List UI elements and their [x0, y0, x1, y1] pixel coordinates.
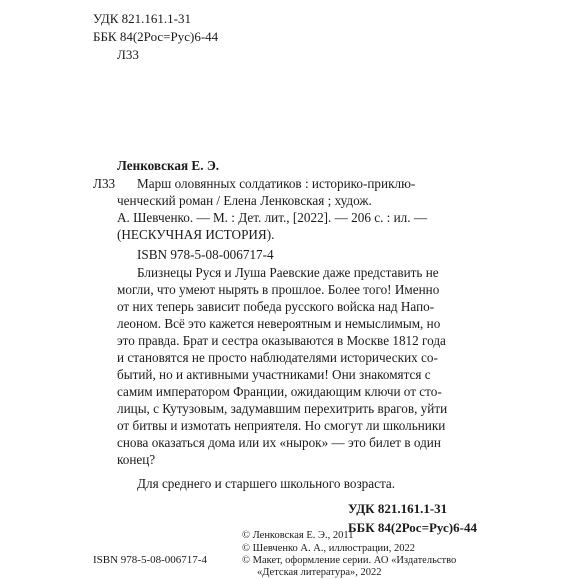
- annotation-line-2: могли, что умеют нырять в прошлое. Более того! Именно: [117, 282, 440, 297]
- entry-author-code: Л33: [93, 176, 116, 191]
- copyright-line-4: «Детская литература», 2022: [257, 567, 382, 578]
- classification-bbk: ББК 84(2Рос=Рус)6-44: [348, 520, 477, 535]
- annotation-line-10: от битвы и измотать неприятеля. Но смогут ли школьники: [117, 418, 446, 433]
- entry-biblio-line-2: ченческий роман / Елена Ленковская ; худож.: [117, 193, 372, 208]
- copyright-line-2: © Шевченко А. А., иллюстрации, 2022: [242, 543, 416, 554]
- annotation-line-11: снова оказаться дома или их «нырок» — это билет в один: [117, 435, 441, 450]
- annotation-line-6: и становятся не просто наблюдателями исторических со-: [117, 350, 438, 365]
- classification-udk: УДК 821.161.1-31: [348, 501, 448, 516]
- annotation-line-9: лицы, с Кутузовым, задумавшим перехитрить врагов, уйти: [117, 401, 448, 416]
- annotation-line-1: Близнецы Руся и Луша Раевские даже представить не: [137, 265, 439, 280]
- annotation-line-8: самим императором Франции, ожидающим ключи от сто-: [117, 384, 442, 399]
- header-udk: УДК 821.161.1-31: [93, 11, 192, 26]
- header-bbk: ББК 84(2Рос=Рус)6-44: [93, 29, 219, 44]
- entry-biblio-line-3: А. Шевченко. — М. : Дет. лит., [2022]. — 206 с. : ил. —: [117, 210, 428, 225]
- copyright-line-1: © Ленковская Е. Э., 2011: [242, 530, 354, 541]
- entry-biblio-line-4: (НЕСКУЧНАЯ ИСТОРИЯ).: [117, 227, 275, 242]
- entry-isbn: ISBN 978-5-08-006717-4: [137, 247, 274, 262]
- age-note: Для среднего и старшего школьного возраста.: [137, 476, 396, 491]
- entry-author: Ленковская Е. Э.: [117, 158, 220, 173]
- annotation-line-12: конец?: [117, 452, 156, 467]
- entry-biblio-line-1: Марш оловянных солдатиков : историко-приклю-: [137, 176, 416, 191]
- copyright-line-3: © Макет, оформление серии. АО «Издательство: [242, 555, 457, 566]
- annotation-line-4: леоном. Всё это кажется невероятным и немыслимым, но: [117, 316, 441, 331]
- annotation-line-3: от них теперь зависит победа русского войска над Напо-: [117, 299, 435, 314]
- annotation-line-5: это правда. Брат и сестра оказываются в Москве 1812 года: [117, 333, 446, 348]
- annotation-line-7: бытий, но и активными участниками! Они знакомятся с: [117, 367, 431, 382]
- footer-isbn: ISBN 978-5-08-006717-4: [93, 554, 207, 566]
- header-author-code: Л33: [117, 47, 139, 62]
